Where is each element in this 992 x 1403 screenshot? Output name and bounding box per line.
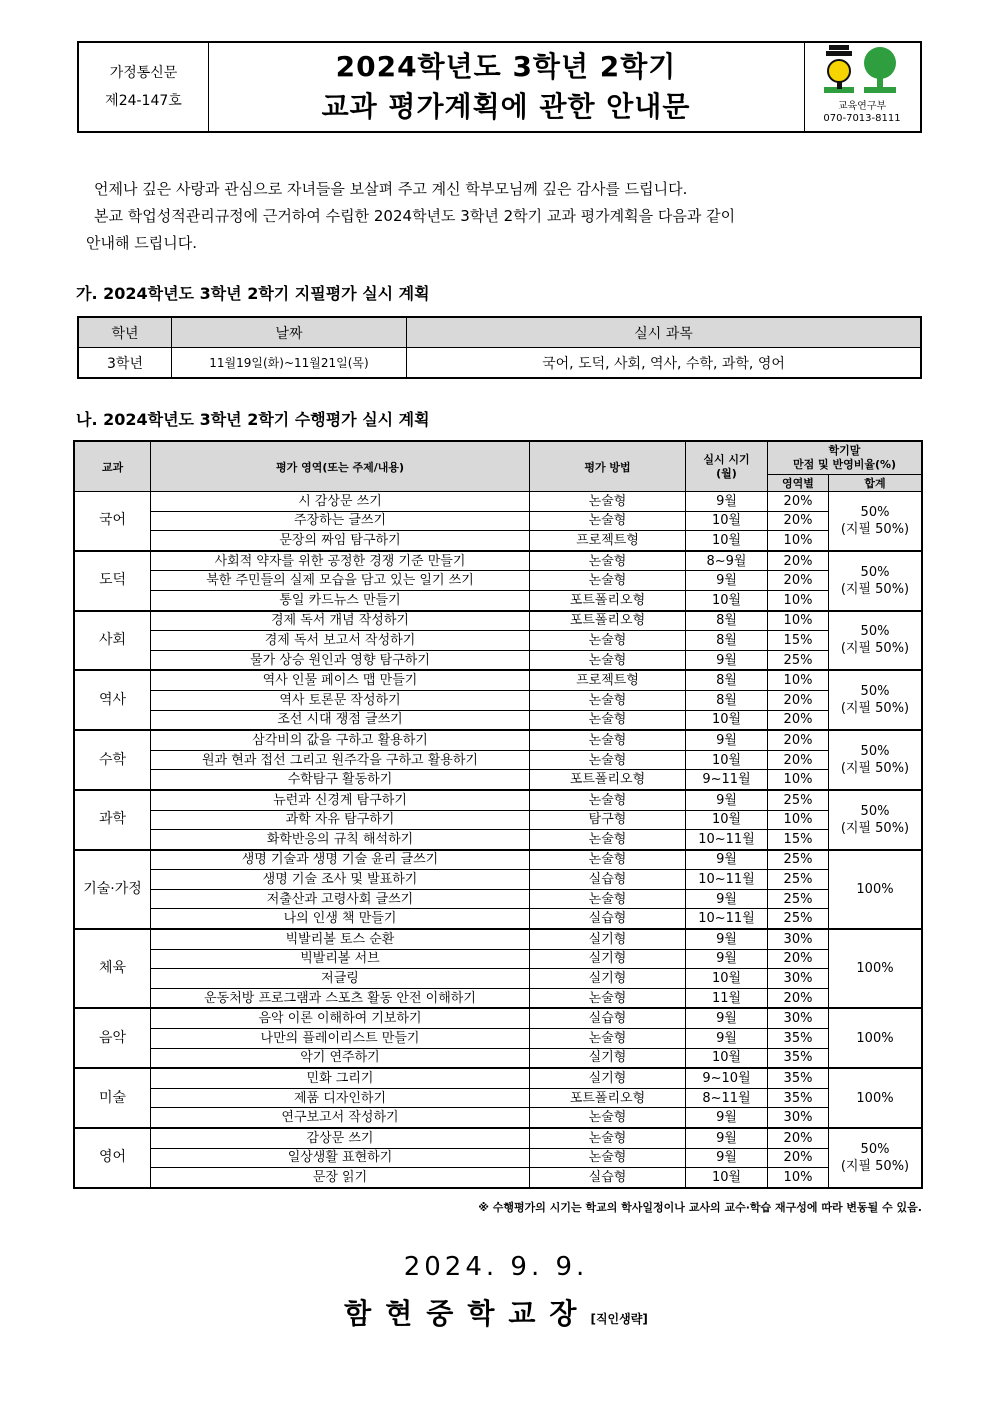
month-cell: 9월: [686, 889, 768, 909]
area-cell: 뉴런과 신경계 탐구하기: [151, 790, 530, 810]
dept-tel: 070-7013-8111: [823, 113, 901, 124]
ratio-cell: 10%: [768, 810, 829, 830]
table-row: [74, 670, 922, 690]
col-method: 평가 방법: [530, 441, 686, 492]
intro-line-3: 안내해 드립니다.: [86, 234, 197, 252]
dept-info: [804, 43, 920, 131]
ratio-cell: 10%: [768, 590, 829, 610]
area-cell: 화학반응의 규칙 해석하기: [151, 830, 530, 850]
total-value: 100%: [856, 1030, 894, 1046]
table-row: [74, 949, 922, 969]
month-cell: 11월: [686, 988, 768, 1008]
col-time-line-2: (월): [716, 466, 737, 480]
method-cell: 논술형: [530, 889, 686, 909]
written-exam-table: [77, 316, 922, 379]
subject-cell: 사회: [74, 611, 151, 671]
ratio-cell: 25%: [768, 909, 829, 929]
table-row: [74, 870, 922, 890]
method-cell: 포트폴리오형: [530, 611, 686, 631]
area-cell: 경제 독서 개념 작성하기: [151, 611, 530, 631]
total-cell: [829, 1008, 923, 1068]
method-cell: 논술형: [530, 1148, 686, 1168]
method-cell: 실습형: [530, 1008, 686, 1028]
table-row: [74, 710, 922, 730]
area-cell: 물가 상승 원인과 영향 탐구하기: [151, 650, 530, 670]
col-ratio: [768, 441, 923, 475]
month-cell: 10월: [686, 1168, 768, 1188]
ratio-cell: 20%: [768, 492, 829, 512]
table-row: [74, 492, 922, 512]
ratio-cell: 10%: [768, 770, 829, 790]
ratio-cell: 35%: [768, 1068, 829, 1088]
area-cell: 운동처방 프로그램과 스포츠 활동 안전 이해하기: [151, 988, 530, 1008]
subject-cell: 수학: [74, 730, 151, 790]
area-cell: 감상문 쓰기: [151, 1128, 530, 1148]
month-cell: 8월: [686, 670, 768, 690]
area-cell: 저글링: [151, 969, 530, 989]
month-cell: 10~11월: [686, 909, 768, 929]
total-value: 50%: [860, 744, 890, 760]
month-cell: 9월: [686, 730, 768, 750]
section-heading-written: 가. 2024학년도 3학년 2학기 지필평가 실시 계획: [76, 284, 430, 303]
total-value: 50%: [860, 684, 890, 700]
month-cell: 10월: [686, 511, 768, 531]
ratio-cell: 20%: [768, 949, 829, 969]
area-cell: 삼각비의 값을 구하고 활용하기: [151, 730, 530, 750]
table-row: [74, 850, 922, 870]
written-date: 11월19일(화)~11월21일(목): [172, 348, 407, 379]
area-cell: 연구보고서 작성하기: [151, 1108, 530, 1128]
month-cell: 10월: [686, 531, 768, 551]
table-row: [74, 1068, 922, 1088]
method-cell: 포트폴리오형: [530, 770, 686, 790]
month-cell: 10~11월: [686, 830, 768, 850]
ratio-cell: 35%: [768, 1029, 829, 1049]
ratio-cell: 20%: [768, 511, 829, 531]
ratio-cell: 20%: [768, 1148, 829, 1168]
ratio-cell: 10%: [768, 531, 829, 551]
method-cell: 논술형: [530, 988, 686, 1008]
col-area-ratio: 영역별: [768, 475, 829, 492]
method-cell: 실기형: [530, 1068, 686, 1088]
table-row: [74, 770, 922, 790]
area-cell: 북한 주민들의 실제 모습을 담고 있는 일기 쓰기: [151, 571, 530, 591]
title-line-2: 교과 평가계획에 관한 안내문: [321, 90, 691, 123]
intro-line-1: 언제나 깊은 사랑과 관심으로 자녀들을 보살펴 주고 계신 학부모님께 깊은 감사를 드립니다.: [94, 180, 688, 198]
ratio-cell: 30%: [768, 969, 829, 989]
area-cell: 생명 기술과 생명 기술 윤리 글쓰기: [151, 850, 530, 870]
method-cell: 논술형: [530, 830, 686, 850]
total-value: 100%: [856, 881, 894, 897]
month-cell: 9월: [686, 571, 768, 591]
ratio-cell: 20%: [768, 710, 829, 730]
month-cell: 9월: [686, 492, 768, 512]
total-value: 50%: [860, 504, 890, 520]
written-share: (지필 50%): [840, 761, 910, 777]
method-cell: 실습형: [530, 909, 686, 929]
area-cell: 문장 읽기: [151, 1168, 530, 1188]
subject-cell: 과학: [74, 790, 151, 850]
subject-cell: 미술: [74, 1068, 151, 1128]
total-value: 100%: [856, 1090, 894, 1106]
issue-date: 2024. 9. 9.: [403, 1252, 589, 1282]
table-row: [74, 611, 922, 631]
method-cell: 논술형: [530, 631, 686, 651]
ratio-cell: 20%: [768, 730, 829, 750]
area-cell: 일상생활 표현하기: [151, 1148, 530, 1168]
method-cell: 논술형: [530, 511, 686, 531]
table-row: [74, 1128, 922, 1148]
method-cell: 논술형: [530, 1029, 686, 1049]
month-cell: 10~11월: [686, 870, 768, 890]
total-cell: [829, 929, 923, 1008]
method-cell: 실기형: [530, 969, 686, 989]
ratio-cell: 10%: [768, 670, 829, 690]
month-cell: 8월: [686, 631, 768, 651]
area-cell: 역사 토론문 작성하기: [151, 690, 530, 710]
month-cell: 9~10월: [686, 1068, 768, 1088]
doc-info: [79, 43, 209, 131]
ratio-cell: 20%: [768, 988, 829, 1008]
area-cell: 나만의 플레이리스트 만들기: [151, 1029, 530, 1049]
title-line-1: 2024학년도 3학년 2학기: [335, 50, 677, 83]
month-cell: 9월: [686, 1008, 768, 1028]
method-cell: 논술형: [530, 710, 686, 730]
total-cell: [829, 551, 923, 611]
ratio-cell: 30%: [768, 1108, 829, 1128]
intro-line-2: 본교 학업성적관리규정에 근거하여 수립한 2024학년도 3학년 2학기 교과 평가계획을 다음과 같이: [94, 207, 736, 225]
total-cell: [829, 1128, 923, 1188]
method-cell: 논술형: [530, 850, 686, 870]
month-cell: 10월: [686, 1048, 768, 1068]
table-row: [74, 1088, 922, 1108]
ratio-cell: 25%: [768, 889, 829, 909]
area-cell: 주장하는 글쓰기: [151, 511, 530, 531]
area-cell: 원과 현과 접선 그리고 원주각을 구하고 활용하기: [151, 750, 530, 770]
method-cell: 논술형: [530, 551, 686, 571]
table-row: [74, 631, 922, 651]
month-cell: 9월: [686, 650, 768, 670]
ratio-cell: 25%: [768, 870, 829, 890]
ratio-cell: 35%: [768, 1048, 829, 1068]
area-cell: 수학탐구 활동하기: [151, 770, 530, 790]
area-cell: 경제 독서 보고서 작성하기: [151, 631, 530, 651]
month-cell: 8월: [686, 690, 768, 710]
written-grade: 3학년: [78, 348, 172, 379]
col-subjects: 실시 과목: [407, 317, 922, 348]
method-cell: 논술형: [530, 790, 686, 810]
signature-line: [0, 1292, 992, 1332]
method-cell: 논술형: [530, 571, 686, 591]
table-row: [74, 650, 922, 670]
total-value: 50%: [860, 1141, 890, 1157]
col-time: [686, 441, 768, 492]
table-row: [74, 531, 922, 551]
area-cell: 악기 연주하기: [151, 1048, 530, 1068]
ratio-cell: 15%: [768, 631, 829, 651]
method-cell: 논술형: [530, 650, 686, 670]
month-cell: 9월: [686, 790, 768, 810]
subject-cell: 기술·가정: [74, 850, 151, 929]
method-cell: 실기형: [530, 1048, 686, 1068]
ratio-cell: 10%: [768, 1168, 829, 1188]
method-cell: 논술형: [530, 730, 686, 750]
table-row: [74, 889, 922, 909]
ratio-cell: 20%: [768, 571, 829, 591]
table-row: [74, 830, 922, 850]
method-cell: 논술형: [530, 1128, 686, 1148]
month-cell: 9월: [686, 850, 768, 870]
table-row: [74, 790, 922, 810]
month-cell: 10월: [686, 969, 768, 989]
method-cell: 실습형: [530, 870, 686, 890]
month-cell: 10월: [686, 810, 768, 830]
method-cell: 논술형: [530, 492, 686, 512]
area-cell: 민화 그리기: [151, 1068, 530, 1088]
written-share: (지필 50%): [840, 1158, 910, 1174]
area-cell: 나의 인생 책 만들기: [151, 909, 530, 929]
month-cell: 10월: [686, 590, 768, 610]
table-row: [74, 750, 922, 770]
month-cell: 9월: [686, 1128, 768, 1148]
col-subject: 교과: [74, 441, 151, 492]
month-cell: 10월: [686, 750, 768, 770]
written-share: (지필 50%): [840, 641, 910, 657]
table-row: [74, 909, 922, 929]
doc-number: 제24-147호: [105, 93, 182, 109]
ratio-cell: 25%: [768, 850, 829, 870]
dept-name: 교육연구부: [837, 101, 887, 112]
area-cell: 제품 디자인하기: [151, 1088, 530, 1108]
subject-cell: 역사: [74, 670, 151, 730]
written-share: (지필 50%): [840, 521, 910, 537]
table-row: [74, 1108, 922, 1128]
method-cell: 탐구형: [530, 810, 686, 830]
area-cell: 생명 기술 조사 및 발표하기: [151, 870, 530, 890]
table-row: [74, 988, 922, 1008]
area-cell: 저출산과 고령사회 글쓰기: [151, 889, 530, 909]
doc-type: 가정통신문: [109, 65, 178, 81]
total-cell: [829, 850, 923, 929]
area-cell: 빅발리볼 서브: [151, 949, 530, 969]
table-row: [74, 1048, 922, 1068]
month-cell: 9월: [686, 1108, 768, 1128]
total-cell: [829, 730, 923, 790]
area-cell: 빅발리볼 토스 순환: [151, 929, 530, 949]
month-cell: 8~11월: [686, 1088, 768, 1108]
month-cell: 8월: [686, 611, 768, 631]
ratio-cell: 30%: [768, 929, 829, 949]
area-cell: 문장의 짜임 탐구하기: [151, 531, 530, 551]
written-subjects: 국어, 도덕, 사회, 역사, 수학, 과학, 영어: [407, 348, 922, 379]
method-cell: 실습형: [530, 1168, 686, 1188]
ratio-cell: 15%: [768, 830, 829, 850]
subject-cell: 체육: [74, 929, 151, 1008]
area-cell: 시 감상문 쓰기: [151, 492, 530, 512]
written-share: (지필 50%): [840, 701, 910, 717]
month-cell: 10월: [686, 710, 768, 730]
table-row: [74, 690, 922, 710]
col-grade: 학년: [78, 317, 172, 348]
month-cell: 9월: [686, 1148, 768, 1168]
written-share: (지필 50%): [840, 581, 910, 597]
table-row: [74, 571, 922, 591]
month-cell: 8~9월: [686, 551, 768, 571]
method-cell: 프로젝트형: [530, 531, 686, 551]
footnote: ※ 수행평가의 시기는 학교의 학사일정이나 교사의 교수·학습 재구성에 따라 변동될 수 있음.: [478, 1201, 922, 1214]
school-logo-icon: [820, 43, 904, 99]
table-row: [74, 590, 922, 610]
total-value: 50%: [860, 624, 890, 640]
subject-cell: 도덕: [74, 551, 151, 611]
area-cell: 음악 이론 이해하여 기보하기: [151, 1008, 530, 1028]
ratio-cell: 20%: [768, 690, 829, 710]
table-row: [74, 1008, 922, 1028]
table-row: [74, 551, 922, 571]
area-cell: 과학 자유 탐구하기: [151, 810, 530, 830]
ratio-cell: 10%: [768, 611, 829, 631]
method-cell: 논술형: [530, 1108, 686, 1128]
document-header: [77, 41, 922, 133]
total-value: 50%: [860, 803, 890, 819]
method-cell: 실기형: [530, 929, 686, 949]
ratio-cell: 30%: [768, 1008, 829, 1028]
ratio-cell: 20%: [768, 750, 829, 770]
area-cell: 역사 인물 페이스 맵 만들기: [151, 670, 530, 690]
total-value: 100%: [856, 961, 894, 977]
table-row: [74, 929, 922, 949]
total-cell: [829, 790, 923, 850]
section-heading-performance: 나. 2024학년도 3학년 2학기 수행평가 실시 계획: [76, 410, 430, 429]
total-cell: [829, 670, 923, 730]
method-cell: 논술형: [530, 690, 686, 710]
table-row: [74, 730, 922, 750]
col-area: 평가 영역(또는 주제/내용): [151, 441, 530, 492]
subject-cell: 영어: [74, 1128, 151, 1188]
col-date: 날짜: [172, 317, 407, 348]
area-cell: 사회적 약자를 위한 공정한 경쟁 기준 만들기: [151, 551, 530, 571]
method-cell: 포트폴리오형: [530, 590, 686, 610]
performance-table-body: [74, 492, 922, 1188]
month-cell: 9~11월: [686, 770, 768, 790]
written-share: (지필 50%): [840, 820, 910, 836]
ratio-cell: 20%: [768, 551, 829, 571]
table-row: [74, 1029, 922, 1049]
total-cell: [829, 1068, 923, 1128]
ratio-cell: 20%: [768, 1128, 829, 1148]
subject-cell: 국어: [74, 492, 151, 551]
col-total: 합계: [829, 475, 923, 492]
total-value: 50%: [860, 564, 890, 580]
ratio-cell: 35%: [768, 1088, 829, 1108]
table-row: [74, 1148, 922, 1168]
area-cell: 조선 시대 쟁점 글쓰기: [151, 710, 530, 730]
performance-table: [73, 440, 923, 1189]
month-cell: 9월: [686, 929, 768, 949]
signer: 함현중학교장: [344, 1297, 591, 1330]
month-cell: 9월: [686, 1029, 768, 1049]
ratio-cell: 25%: [768, 790, 829, 810]
total-cell: [829, 611, 923, 671]
col-time-line-1: 실시 시기: [703, 452, 750, 466]
method-cell: 논술형: [530, 750, 686, 770]
col-ratio-line-2: 만점 및 반영비율(%): [792, 458, 897, 471]
subject-cell: 음악: [74, 1008, 151, 1068]
table-row: [74, 810, 922, 830]
doc-title: [208, 43, 805, 131]
col-ratio-line-1: 학기말: [828, 444, 861, 457]
seal-note: [직인생략]: [590, 1312, 648, 1326]
area-cell: 통일 카드뉴스 만들기: [151, 590, 530, 610]
table-row: [74, 511, 922, 531]
table-row: [74, 1168, 922, 1188]
method-cell: 프로젝트형: [530, 670, 686, 690]
ratio-cell: 25%: [768, 650, 829, 670]
month-cell: 9월: [686, 949, 768, 969]
method-cell: 실기형: [530, 949, 686, 969]
method-cell: 포트폴리오형: [530, 1088, 686, 1108]
total-cell: [829, 492, 923, 551]
table-row: [74, 969, 922, 989]
